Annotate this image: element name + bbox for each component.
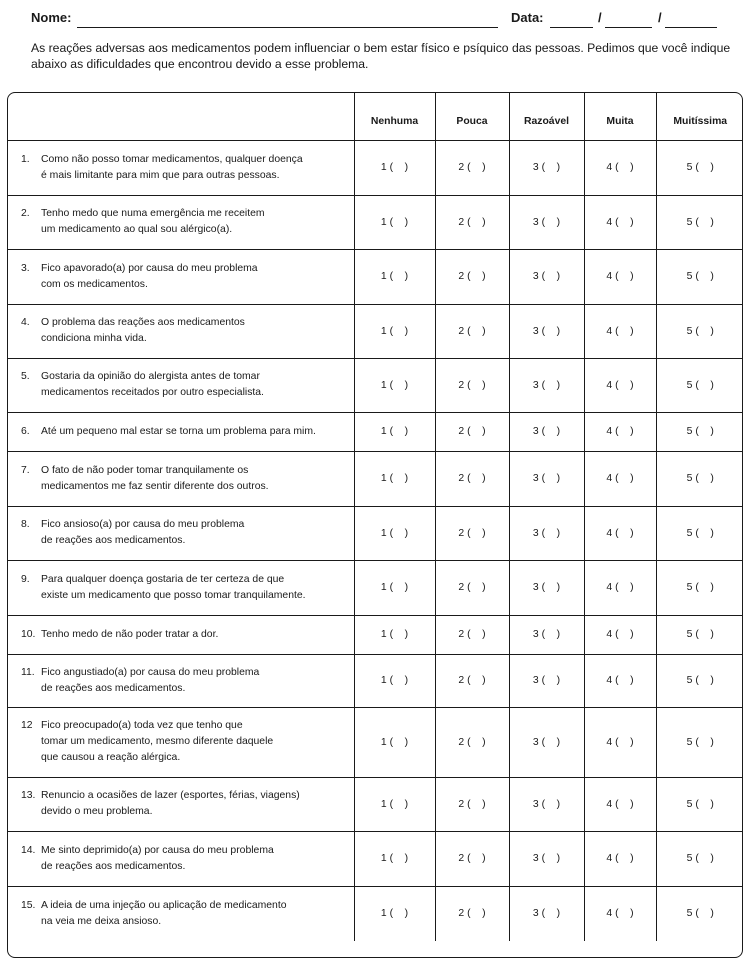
- rating-option-4[interactable]: 4 ( ): [584, 249, 656, 304]
- question-cell: [8, 615, 354, 654]
- rating-option-1[interactable]: 1 ( ): [354, 777, 435, 831]
- question-cell: [8, 140, 354, 195]
- question-number: 13.: [21, 790, 36, 801]
- form-header: [31, 8, 721, 28]
- rating-option-1[interactable]: 1 ( ): [354, 451, 435, 506]
- question-content: [21, 152, 350, 184]
- question-number: 9.: [21, 573, 30, 585]
- rating-option-1[interactable]: 1 ( ): [354, 304, 435, 358]
- question-number: 12: [21, 720, 33, 731]
- question-cell: [8, 560, 354, 615]
- question-text: O problema das reações aos medicamentos condiciona minha vida.: [41, 317, 245, 344]
- rating-option-4[interactable]: 4 ( ): [584, 358, 656, 412]
- question-row: [8, 412, 743, 451]
- rating-option-1[interactable]: 1 ( ): [354, 412, 435, 451]
- rating-option-1[interactable]: 1 ( ): [354, 195, 435, 249]
- rating-option-5[interactable]: 5 ( ): [656, 707, 743, 777]
- question-row: [8, 506, 743, 560]
- question-row: [8, 707, 743, 777]
- rating-option-2[interactable]: 2 ( ): [435, 140, 509, 195]
- question-row: [8, 615, 743, 654]
- question-content: [21, 369, 350, 401]
- question-content: [21, 206, 350, 238]
- question-text: Fico ansioso(a) por causa do meu problema de reações aos medicamentos.: [41, 519, 245, 546]
- question-row: [8, 358, 743, 412]
- rating-option-2[interactable]: 2 ( ): [435, 412, 509, 451]
- question-number: 4.: [21, 317, 30, 328]
- question-cell: [8, 249, 354, 304]
- rating-option-3[interactable]: 3 ( ): [509, 615, 584, 654]
- date-month-field[interactable]: [605, 27, 652, 28]
- question-text: Gostaria da opinião do alergista antes de tomar medicamentos receitados por outro especialista.: [41, 371, 264, 398]
- rating-option-4[interactable]: 4 ( ): [584, 412, 656, 451]
- question-content: [21, 627, 350, 643]
- question-text: Até um pequeno mal estar se torna um problema para mim.: [41, 425, 316, 437]
- rating-option-5[interactable]: 5 ( ): [656, 412, 743, 451]
- question-text: Para qualquer doença gostaria de ter certeza de que existe um medicamento que posso tomar tranquilamente.: [41, 573, 306, 601]
- rating-option-3[interactable]: 3 ( ): [509, 304, 584, 358]
- question-text: Como não posso tomar medicamentos, qualquer doença é mais limitante para mim que para outras pessoas.: [41, 153, 303, 181]
- question-column-header: [8, 93, 354, 140]
- name-label: Nome:: [31, 10, 72, 25]
- question-cell: [8, 654, 354, 707]
- instructions-text: As reações adversas aos medicamentos podem influenciar o bem estar físico e psíquico das pessoas. Pedimos que você indique abaixo as dificuldades que encontrou devido a esse problema.: [31, 41, 731, 71]
- question-text: A ideia de uma injeção ou aplicação de medicamento na veia me deixa ansioso.: [41, 899, 287, 927]
- rating-option-5[interactable]: 5 ( ): [656, 249, 743, 304]
- rating-option-5[interactable]: 5 ( ): [656, 831, 743, 886]
- column-header-muitissima: Muitíssima: [656, 93, 743, 140]
- rating-option-4[interactable]: 4 ( ): [584, 777, 656, 831]
- rating-option-3[interactable]: 3 ( ): [509, 451, 584, 506]
- question-row: [8, 560, 743, 615]
- rating-option-2[interactable]: 2 ( ): [435, 615, 509, 654]
- rating-option-4[interactable]: 4 ( ): [584, 140, 656, 195]
- rating-option-5[interactable]: 5 ( ): [656, 615, 743, 654]
- question-content: [21, 517, 350, 549]
- rating-option-1[interactable]: 1 ( ): [354, 560, 435, 615]
- question-number: 8.: [21, 519, 30, 530]
- question-content: [21, 843, 350, 875]
- rating-option-4[interactable]: 4 ( ): [584, 506, 656, 560]
- question-cell: [8, 451, 354, 506]
- question-row: [8, 195, 743, 249]
- question-row: [8, 304, 743, 358]
- rating-option-1[interactable]: 1 ( ): [354, 506, 435, 560]
- rating-option-1[interactable]: 1 ( ): [354, 140, 435, 195]
- question-number: 6.: [21, 425, 30, 437]
- column-header-nenhuma: Nenhuma: [354, 93, 435, 140]
- question-cell: [8, 412, 354, 451]
- rating-option-1[interactable]: 1 ( ): [354, 886, 435, 941]
- rating-option-1[interactable]: 1 ( ): [354, 831, 435, 886]
- rating-option-4[interactable]: 4 ( ): [584, 654, 656, 707]
- question-number: 11.: [21, 666, 35, 678]
- question-cell: [8, 831, 354, 886]
- date-label: Data:: [511, 10, 544, 25]
- rating-option-1[interactable]: 1 ( ): [354, 615, 435, 654]
- rating-option-2[interactable]: 2 ( ): [435, 654, 509, 707]
- rating-option-2[interactable]: 2 ( ): [435, 506, 509, 560]
- rating-option-2[interactable]: 2 ( ): [435, 195, 509, 249]
- rating-option-4[interactable]: 4 ( ): [584, 886, 656, 941]
- rating-option-3[interactable]: 3 ( ): [509, 654, 584, 707]
- rating-option-2[interactable]: 2 ( ): [435, 777, 509, 831]
- rating-option-4[interactable]: 4 ( ): [584, 560, 656, 615]
- question-text: Fico apavorado(a) por causa do meu problema com os medicamentos.: [41, 262, 258, 290]
- rating-option-4[interactable]: 4 ( ): [584, 615, 656, 654]
- rating-option-5[interactable]: 5 ( ): [656, 304, 743, 358]
- rating-option-5[interactable]: 5 ( ): [656, 140, 743, 195]
- question-cell: [8, 358, 354, 412]
- rating-option-5[interactable]: 5 ( ): [686, 908, 714, 920]
- rating-option-2[interactable]: 2 ( ): [435, 886, 509, 941]
- rating-option-5[interactable]: 5 ( ): [656, 195, 743, 249]
- date-separator: /: [598, 10, 602, 25]
- rating-option-4[interactable]: 4 ( ): [584, 707, 656, 777]
- question-cell: [8, 707, 354, 777]
- question-text: Tenho medo de não poder tratar a dor.: [41, 628, 219, 640]
- date-year-field[interactable]: [665, 27, 717, 28]
- question-row: [8, 451, 743, 506]
- rating-option-4[interactable]: 4 ( ): [584, 195, 656, 249]
- question-text: Fico preocupado(a) toda vez que tenho que tomar um medicamento, mesmo diferente daquele que causou a reação alérgica.: [41, 720, 274, 763]
- date-day-field[interactable]: [550, 27, 593, 28]
- name-field[interactable]: [77, 27, 498, 28]
- rating-option-4[interactable]: 4 ( ): [584, 451, 656, 506]
- rating-option-5[interactable]: 5 ( ): [656, 560, 743, 615]
- question-number: 10.: [21, 628, 36, 640]
- question-number: 2.: [21, 208, 30, 219]
- rating-option-2[interactable]: 2 ( ): [435, 358, 509, 412]
- question-content: [21, 463, 350, 495]
- question-row: [8, 831, 743, 886]
- question-text: Me sinto deprimido(a) por causa do meu problema de reações aos medicamentos.: [41, 844, 274, 872]
- rating-option-3[interactable]: 3 ( ): [509, 140, 584, 195]
- question-content: [21, 718, 350, 766]
- question-cell: [8, 304, 354, 358]
- rating-option-3[interactable]: 3 ( ): [509, 412, 584, 451]
- rating-option-5[interactable]: 5 ( ): [656, 451, 743, 506]
- date-separator: /: [658, 10, 662, 25]
- rating-option-1[interactable]: 1 ( ): [354, 654, 435, 707]
- question-row: [8, 140, 743, 195]
- question-row: [8, 654, 743, 707]
- rating-option-5[interactable]: 5 ( ): [656, 358, 743, 412]
- rating-option-3[interactable]: 3 ( ): [509, 506, 584, 560]
- question-cell: [8, 195, 354, 249]
- question-row: [8, 886, 743, 941]
- question-content: [21, 424, 350, 440]
- rating-option-2[interactable]: 2 ( ): [435, 707, 509, 777]
- column-header-muita: Muita: [584, 93, 656, 140]
- rating-option-2[interactable]: 2 ( ): [435, 831, 509, 886]
- rating-option-4[interactable]: 4 ( ): [584, 831, 656, 886]
- question-number: 14.: [21, 844, 36, 856]
- questionnaire-table: [7, 92, 743, 958]
- question-content: [21, 665, 350, 697]
- question-row: [8, 249, 743, 304]
- question-number: 3.: [21, 262, 30, 274]
- rating-option-1[interactable]: 1 ( ): [354, 707, 435, 777]
- question-number: 7.: [21, 464, 30, 476]
- question-text: Renuncio a ocasiões de lazer (esportes, férias, viagens) devido o meu problema.: [41, 790, 300, 817]
- rating-option-2[interactable]: 2 ( ): [435, 560, 509, 615]
- question-content: [21, 788, 350, 820]
- rating-option-5[interactable]: 5 ( ): [656, 506, 743, 560]
- question-text: O fato de não poder tomar tranquilamente os medicamentos me faz sentir diferente dos outros.: [41, 464, 269, 492]
- question-content: [21, 898, 350, 930]
- question-cell: [8, 506, 354, 560]
- rating-option-5[interactable]: 5 ( ): [656, 777, 743, 831]
- rating-option-1[interactable]: 1 ( ): [354, 358, 435, 412]
- rating-option-3[interactable]: 3 ( ): [509, 358, 584, 412]
- question-text: Fico angustiado(a) por causa do meu problema de reações aos medicamentos.: [41, 666, 260, 694]
- rating-option-2[interactable]: 2 ( ): [435, 304, 509, 358]
- question-number: 5.: [21, 371, 30, 382]
- question-cell: [8, 886, 354, 941]
- question-number: 1.: [21, 153, 30, 165]
- table-header-row: [8, 93, 743, 140]
- rating-option-3[interactable]: 3 ( ): [509, 560, 584, 615]
- column-header-pouca: Pouca: [435, 93, 509, 140]
- question-cell: [8, 777, 354, 831]
- rating-option-5[interactable]: 5 ( ): [656, 654, 743, 707]
- rating-option-3[interactable]: 3 ( ): [509, 707, 584, 777]
- rating-option-3[interactable]: 3 ( ): [509, 249, 584, 304]
- rating-option-1[interactable]: 1 ( ): [354, 249, 435, 304]
- question-content: [21, 572, 350, 604]
- rating-option-3[interactable]: 3 ( ): [509, 831, 584, 886]
- column-header-razoavel: Razoável: [509, 93, 584, 140]
- question-row: [8, 777, 743, 831]
- rating-option-4[interactable]: 4 ( ): [584, 304, 656, 358]
- rating-option-3[interactable]: 3 ( ): [509, 886, 584, 941]
- question-number: 15.: [21, 899, 36, 911]
- question-content: [21, 315, 350, 347]
- rating-option-3[interactable]: 3 ( ): [509, 195, 584, 249]
- question-text: Tenho medo que numa emergência me receitem um medicamento ao qual sou alérgico(a).: [41, 208, 265, 235]
- rating-option-2[interactable]: 2 ( ): [435, 451, 509, 506]
- rating-option-3[interactable]: 3 ( ): [509, 777, 584, 831]
- rating-option-2[interactable]: 2 ( ): [435, 249, 509, 304]
- question-content: [21, 261, 350, 293]
